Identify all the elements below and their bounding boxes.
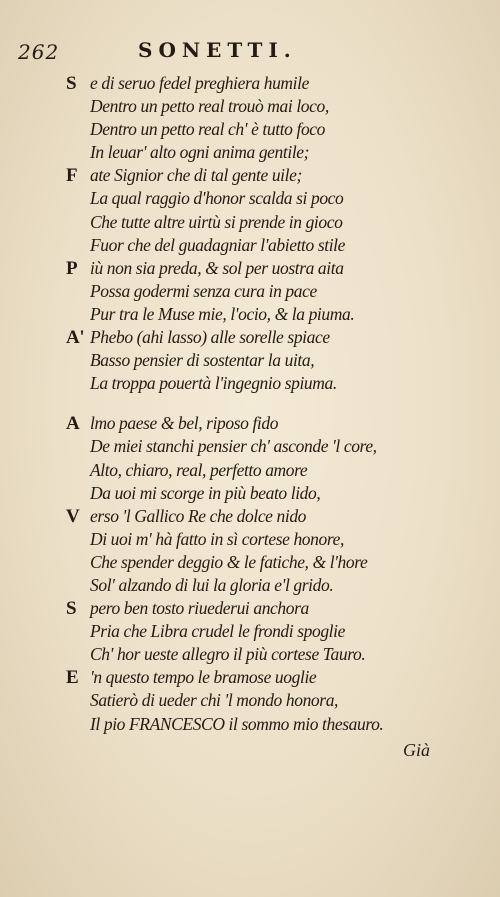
line-text: 'n questo tempo le bramose uoglie [90, 667, 317, 688]
poem-line [66, 435, 486, 458]
poem-line [66, 412, 486, 435]
poem-line [66, 643, 486, 666]
poem-line [66, 187, 486, 210]
poem-line [66, 459, 486, 482]
poem-line [66, 666, 486, 689]
line-text: Il pio FRANCESCO il sommo mio thesauro. [90, 713, 384, 734]
line-text: pero ben tosto riuederui anchora [90, 598, 309, 619]
poem-line [66, 164, 486, 187]
line-text: Satierò di ueder chi 'l mondo honora, [90, 690, 339, 711]
line-initial: A [66, 413, 80, 435]
sonnet-2 [66, 412, 486, 735]
line-text: erso 'l Gallico Re che dolce nido [90, 505, 307, 526]
line-text: Phebo (ahi lasso) alle sorelle spiace [90, 327, 330, 348]
line-initial: V [66, 505, 80, 527]
poem-line [66, 528, 486, 551]
line-text: iù non sia preda, & sol per uostra aita [90, 257, 344, 278]
poem-line [66, 95, 486, 118]
line-initial: F [66, 165, 78, 187]
poem-line [66, 482, 486, 505]
line-text: Dentro un petto real trouò mai loco, [90, 96, 329, 117]
poem-line [66, 551, 486, 574]
line-text: Fuor che del guadagniar l'abietto stile [90, 234, 345, 255]
poem-line [66, 211, 486, 234]
poem-line [66, 597, 486, 620]
page-header [18, 38, 398, 68]
line-text: Pur tra le Muse mie, l'ocio, & la piuma. [90, 303, 355, 324]
poem-line [66, 372, 486, 395]
line-initial: E [66, 667, 79, 689]
line-text: Che tutte altre uirtù si prende in gioco [90, 211, 343, 232]
line-text: La qual raggio d'honor scalda si poco [90, 188, 344, 209]
line-text: Pria che Libra crudel le frondi spoglie [90, 621, 345, 642]
poem-line [66, 72, 486, 95]
poem-line [66, 349, 486, 372]
poem-line [66, 505, 486, 528]
line-text: Alto, chiaro, real, perfetto amore [90, 459, 308, 480]
poem-line [66, 689, 486, 712]
poem-line [66, 280, 486, 303]
poem-line [66, 118, 486, 141]
poem-line [66, 326, 486, 349]
line-text: Da uoi mi scorge in più beato lido, [90, 482, 321, 503]
sonnet-1 [66, 72, 486, 395]
poem-line [66, 234, 486, 257]
line-initial: S [66, 73, 77, 94]
poem-line [66, 574, 486, 597]
line-initial: P [66, 257, 78, 279]
line-initial: A' [66, 327, 85, 349]
line-text: La troppa pouertà l'ingegnio spiuma. [90, 373, 337, 394]
poem-line [66, 303, 486, 326]
line-text: Basso pensier di sostentar la uita, [90, 350, 315, 371]
line-text: Ch' hor ueste allegro il più cortese Tauro. [90, 644, 366, 665]
poem-line [66, 257, 486, 280]
catchword: Già [403, 740, 430, 760]
page-number: 262 [18, 40, 60, 64]
line-text: lmo paese & bel, riposo fido [90, 413, 279, 434]
line-text: Di uoi m' hà fatto in sì cortese honore, [90, 528, 344, 549]
poem-text [66, 72, 486, 736]
line-text: De miei stanchi pensier ch' asconde 'l core, [90, 436, 377, 457]
line-text: ate Signior che di tal gente uile; [90, 165, 302, 186]
line-text: Sol' alzando di lui la gloria e'l grido. [90, 574, 334, 595]
line-initial: S [66, 598, 77, 620]
poem-line [66, 620, 486, 643]
poem-line [66, 141, 486, 164]
line-text: In leuar' alto ogni anima gentile; [90, 142, 310, 163]
running-head: SONETTI. [138, 38, 297, 62]
line-text: e di seruo fedel preghiera humile [90, 73, 309, 93]
line-text: Che spender deggio & le fatiche, & l'hore [90, 551, 368, 572]
line-text: Dentro un petto real ch' è tutto foco [90, 119, 326, 140]
line-text: Possa godermi senza cura in pace [90, 280, 317, 301]
poem-line [66, 713, 486, 736]
